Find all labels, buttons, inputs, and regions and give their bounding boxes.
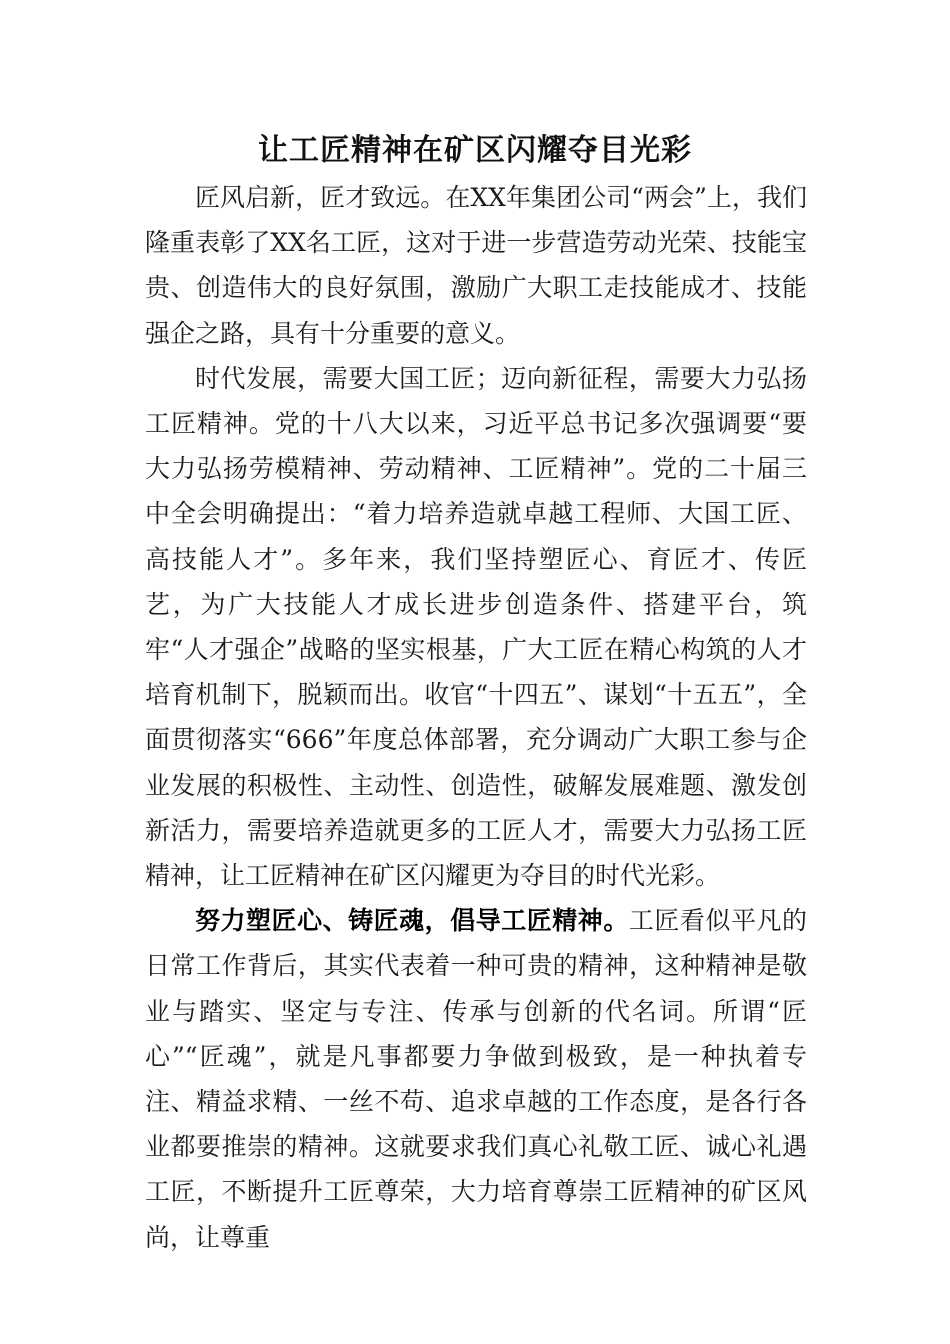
document-title: 让工匠精神在矿区闪耀夺目光彩 xyxy=(258,133,692,168)
paragraph-text: 工匠看似平凡的日常工作背后，其实代表着一种可贵的精神，这种精神是敬业与踏实、坚定与专注、传承与创新的代名词。所谓“匠心”“匠魂”，就是凡事都要力争做到极致，是一种执着专注、精益求精、一丝不苟、追求卓越的工作态度，是各行各业都要推崇的精神。这就要求我们真心礼敬工匠、诚心礼遇工匠，不断提升工匠尊荣，大力培育尊崇工匠精神的矿区风尚，让尊重 xyxy=(145,906,807,1252)
document-body xyxy=(145,175,807,1260)
paragraph-2 xyxy=(145,356,807,898)
paragraph-lead: 努力塑匠心、铸匠魂，倡导工匠精神。 xyxy=(195,906,629,936)
paragraph-text: 时代发展，需要大国工匠；迈向新征程，需要大力弘扬工匠精神。党的十八大以来，习近平总书记多次强调要“要大力弘扬劳模精神、劳动精神、工匠精神”。党的二十届三中全会明确提出：“着力培养造就卓越工程师、大国工匠、高技能人才”。多年来，我们坚持塑匠心、育匠才、传匠艺，为广大技能人才成长进步创造条件、搭建平台，筑牢“人才强企”战略的坚实根基，广大工匠在精心构筑的人才培育机制下，脱颖而出。收官“十四五”、谋划“十五五”，全面贯彻落实“666”年度总体部署，充分调动广大职工参与企业发展的积极性、主动性、创造性，破解发展难题、激发创新活力，需要培养造就更多的工匠人才，需要大力弘扬工匠精神，让工匠精神在矿区闪耀更为夺目的时代光彩。 xyxy=(145,363,807,891)
paragraph-3 xyxy=(145,898,807,1260)
paragraph-1 xyxy=(145,175,807,356)
paragraph-text: 匠风启新，匠才致远。在XX年集团公司“两会”上，我们隆重表彰了XX名工匠，这对于进一步营造劳动光荣、技能宝贵、创造伟大的良好氛围，激励广大职工走技能成才、技能强企之路，具有十分重要的意义。 xyxy=(145,183,807,348)
